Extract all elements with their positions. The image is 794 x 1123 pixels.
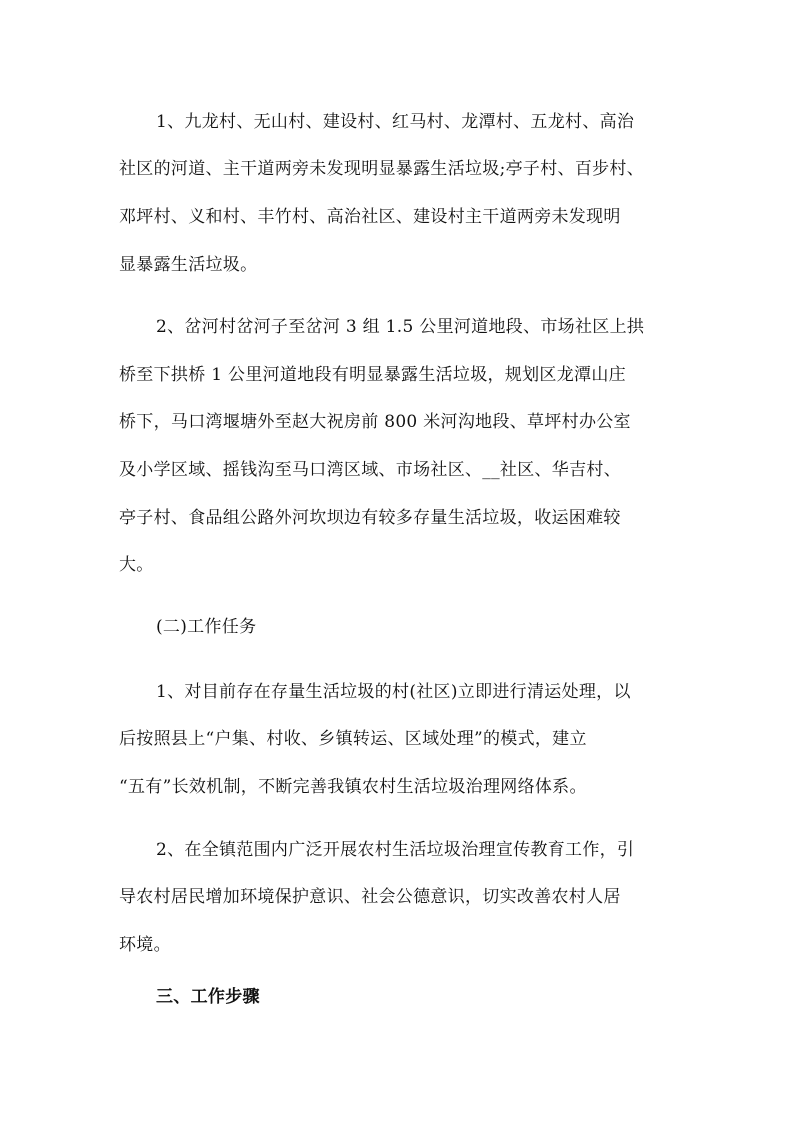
paragraph-line: 显暴露生活垃圾。 <box>119 255 258 275</box>
paragraph-line: 环境。 <box>119 935 171 955</box>
paragraph-line: 2、岔河村岔河子至岔河 3 组 1.5 公里河道地段、市场社区上拱 <box>156 317 645 337</box>
paragraph-line: 后按照县上“户集、村收、乡镇转运、区域处理”的模式，建立 <box>119 729 587 749</box>
paragraph-line: 社区的河道、主干道两旁未发现明显暴露生活垃圾;亭子村、百步村、 <box>119 159 645 179</box>
section-heading: 三、工作步骤 <box>156 987 260 1007</box>
paragraph-line: 及小学区域、摇钱沟至马口湾区域、市场社区、__社区、华吉村、 <box>119 460 621 480</box>
section-heading: (二)工作任务 <box>156 617 257 637</box>
paragraph-line: “五有”长效机制，不断完善我镇农村生活垃圾治理网络体系。 <box>119 777 587 797</box>
paragraph-line: 桥至下拱桥 1 公里河道地段有明显暴露生活垃圾，规划区龙潭山庄 <box>119 365 626 385</box>
paragraph-line: 1、对目前存在存量生活垃圾的村(社区)立即进行清运处理，以 <box>156 682 631 702</box>
paragraph-line: 桥下，马口湾堰塘外至赵大祝房前 800 米河沟地段、草坪村办公室 <box>119 412 631 432</box>
paragraph-line: 1、九龙村、无山村、建设村、红马村、龙潭村、五龙村、高治 <box>156 112 635 132</box>
paragraph-line: 2、在全镇范围内广泛开展农村生活垃圾治理宣传教育工作，引 <box>156 840 635 860</box>
paragraph-line: 亭子村、食品组公路外河坎坝边有较多存量生活垃圾，收运困难较 <box>119 508 621 528</box>
paragraph-line: 邓坪村、义和村、丰竹村、高治社区、建设村主干道两旁未发现明 <box>119 207 621 227</box>
paragraph-line: 大。 <box>119 555 154 575</box>
paragraph-line: 导农村居民增加环境保护意识、社会公德意识，切实改善农村人居 <box>119 887 621 907</box>
